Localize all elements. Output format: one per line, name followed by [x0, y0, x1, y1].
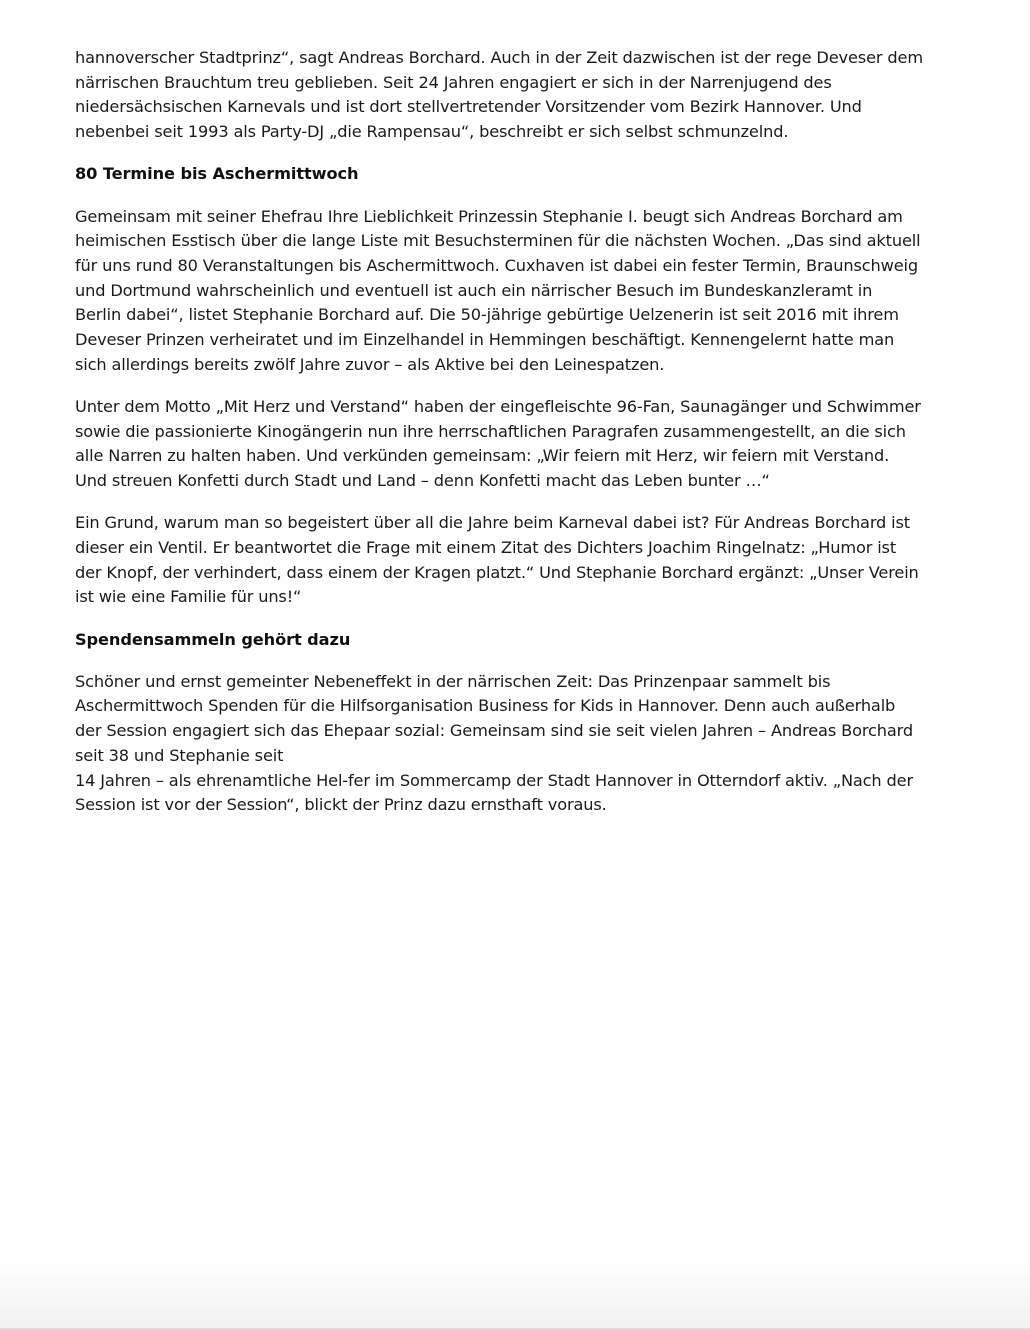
text-line: Berlin dabei“, listet Stephanie Borchard auf. Die 50-jährige gebürtige Uelzenerin ist seit 2016 mit ihrem: [75, 305, 899, 325]
text-line: für uns rund 80 Veranstaltungen bis Aschermittwoch. Cuxhaven ist dabei ein fester Termin, Braunschweig: [75, 255, 918, 275]
text-line: Ein Grund, warum man so begeistert über all die Jahre beim Karneval dabei ist? Für Andreas Borchard ist: [75, 513, 910, 533]
text-line: nebenbei seit 1993 als Party-DJ „die Rampensau“, beschreibt er sich selbst schmunzelnd.: [75, 122, 789, 142]
section-heading-spenden: Spendensammeln gehört dazu: [75, 629, 351, 649]
paragraph-3: [75, 395, 960, 494]
text-line: ist wie eine Familie für uns!“: [75, 587, 302, 607]
paragraph-4: [75, 511, 960, 610]
paragraph-1: [75, 46, 960, 145]
paragraph-2: [75, 205, 960, 378]
text-line: Schöner und ernst gemeinter Nebeneffekt in der närrischen Zeit: Das Prinzenpaar sammelt bis: [75, 671, 831, 691]
text-line: heimischen Esstisch über die lange Liste mit Besuchsterminen für die nächsten Wochen. „Das sind aktuell: [75, 231, 921, 251]
text-line: und Dortmund wahrscheinlich und eventuell ist auch ein närrischer Besuch im Bundeskanzleramt in: [75, 280, 873, 300]
text-line: alle Narren zu halten haben. Und verkünden gemeinsam: „Wir feiern mit Herz, wir feiern mit Verstand.: [75, 446, 890, 466]
text-line: Und streuen Konfetti durch Stadt und Land – denn Konfetti macht das Leben bunter …“: [75, 471, 770, 491]
text-line: niedersächsischen Karnevals und ist dort stellvertretender Vorsitzender vom Bezirk Hannover. Und: [75, 97, 862, 117]
text-line: sich allerdings bereits zwölf Jahre zuvor – als Aktive bei den Leinespatzen.: [75, 354, 665, 374]
text-line: seit 38 und Stephanie seit: [75, 745, 284, 765]
text-line: dieser ein Ventil. Er beantwortet die Frage mit einem Zitat des Dichters Joachim Ringelnatz: „Humor ist: [75, 537, 897, 557]
document-page: [75, 46, 960, 835]
paragraph-5: [75, 670, 960, 818]
section-heading-termine: 80 Termine bis Aschermittwoch: [75, 164, 359, 184]
text-line: der Knopf, der verhindert, dass einem der Kragen platzt.“ Und Stephanie Borchard ergänzt: „Unser Verein: [75, 562, 919, 582]
page-bottom-shadow: [0, 1255, 1030, 1330]
text-line: Gemeinsam mit seiner Ehefrau Ihre Lieblichkeit Prinzessin Stephanie I. beugt sich Andreas Borchard am: [75, 206, 903, 226]
text-line: Aschermittwoch Spenden für die Hilfsorganisation Business for Kids in Hannover. Denn auch außerhalb: [75, 696, 896, 716]
text-line: Deveser Prinzen verheiratet und im Einzelhandel in Hemmingen beschäftigt. Kennengelernt hatte man: [75, 330, 895, 350]
text-line: Session ist vor der Session“, blickt der Prinz dazu ernsthaft voraus.: [75, 795, 607, 815]
text-line: hannoverscher Stadtprinz“, sagt Andreas Borchard. Auch in der Zeit dazwischen ist der rege Deveser dem: [75, 48, 923, 67]
text-line: Unter dem Motto „Mit Herz und Verstand“ haben der eingefleischte 96-Fan, Saunagänger und Schwimmer: [75, 396, 921, 416]
text-line: der Session engagiert sich das Ehepaar sozial: Gemeinsam sind sie seit vielen Jahren – Andreas Borchard: [75, 721, 913, 741]
text-line: 14 Jahren – als ehrenamtliche Hel-fer im Sommercamp der Stadt Hannover in Otterndorf aktiv. „Nach der: [75, 770, 913, 790]
text-line: sowie die passionierte Kinogängerin nun ihre herrschaftlichen Paragrafen zusammengestellt, an die sich: [75, 421, 906, 441]
text-line: närrischen Brauchtum treu geblieben. Seit 24 Jahren engagiert er sich in der Narrenjugend des: [75, 72, 832, 92]
